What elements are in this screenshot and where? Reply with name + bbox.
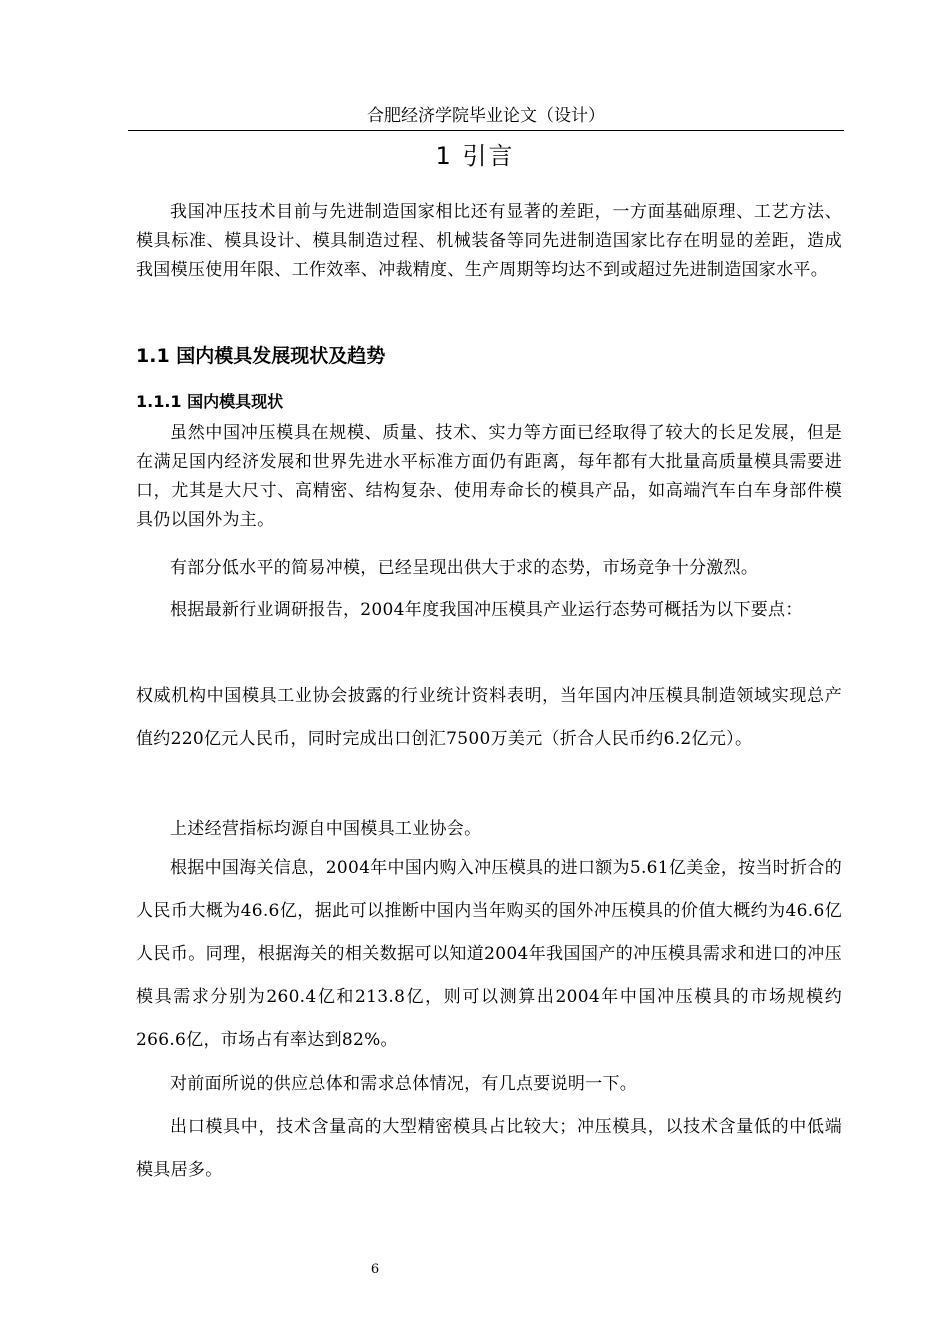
body-paragraph-3: 根据最新行业调研报告，2004年度我国冲压模具产业运行态势可概括为以下要点： <box>170 600 803 620</box>
section-heading-1-1: 1.1 国内模具发展现状及趋势 <box>136 345 386 367</box>
body-paragraph-6: 根据中国海关信息，2004年中国内购入冲压模具的进口额为5.61亿美金，按当时折合的人民币大概为46.6亿，据此可以推断中国内当年购买的国外冲压模具的价值大概约为46.6亿人民币。同理，根据海关的相关数据可以知道2004年我国国产的冲压模具需求和进口的冲压模具需求分别为260.4亿和213.8亿，则可以测算出2004年中国冲压模具的市场规模约266.6亿，市场占有率达到82%。 <box>136 858 842 1050</box>
page-header: 合肥经济学院毕业论文（设计） <box>128 104 844 131</box>
body-paragraph-2: 有部分低水平的简易冲模，已经呈现出供大于求的态势，市场竞争十分激烈。 <box>170 558 759 578</box>
chapter-title: 1 引言 <box>435 142 515 170</box>
body-paragraph-1: 虽然中国冲压模具在规模、质量、技术、实力等方面已经取得了较大的长足发展，但是在满足国内经济发展和世界先进水平标准方面仍有距离，每年都有大批量高质量模具需要进口，尤其是大尺寸、高精密、结构复杂、使用寿命长的模具产品，如高端汽车白车身部件模具仍以国外为主。 <box>136 423 842 530</box>
body-paragraph-8: 出口模具中，技术含量高的大型精密模具占比较大；冲压模具，以技术含量低的中低端模具居多。 <box>136 1117 842 1180</box>
body-paragraph-4: 权威机构中国模具工业协会披露的行业统计资料表明，当年国内冲压模具制造领域实现总产值约220亿元人民币，同时完成出口创汇7500万美元（折合人民币约6.2亿元）。 <box>136 686 842 749</box>
page-number: 6 <box>370 1262 380 1277</box>
intro-paragraph: 我国冲压技术目前与先进制造国家相比还有显著的差距，一方面基础原理、工艺方法、模具标准、模具设计、模具制造过程、机械装备等同先进制造国家比存在明显的差距，造成我国模压使用年限、工作效率、冲裁精度、生产周期等均达不到或超过先进制造国家水平。 <box>136 202 842 280</box>
body-paragraph-5: 上述经营指标均源自中国模具工业协会。 <box>170 819 482 839</box>
section-heading-1-1-1: 1.1.1 国内模具现状 <box>136 392 284 411</box>
body-paragraph-7: 对前面所说的供应总体和需求总体情况，有几点要说明一下。 <box>170 1074 638 1094</box>
